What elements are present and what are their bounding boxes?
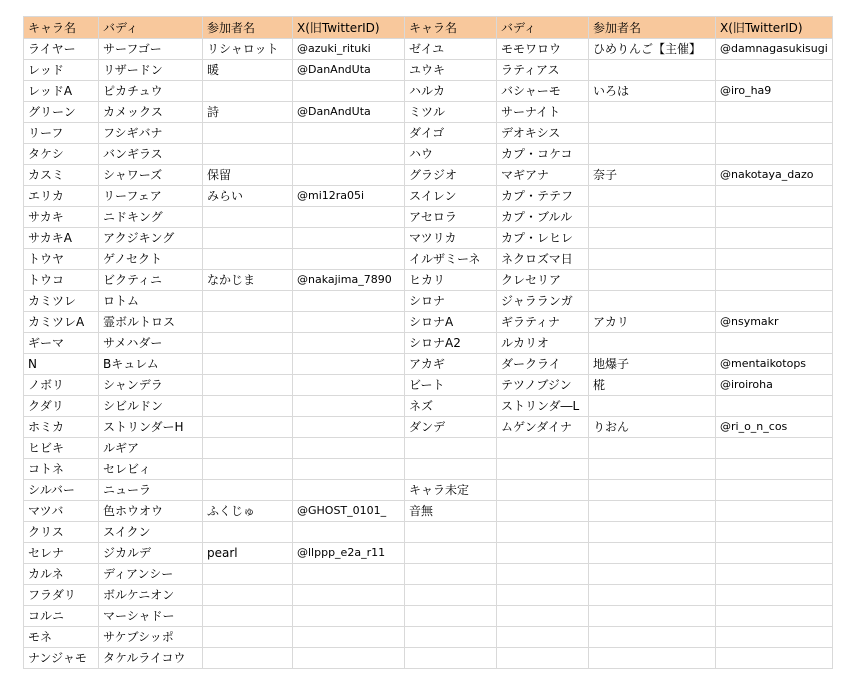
participant-cell-2[interactable] [589, 207, 716, 228]
x-id-cell[interactable] [293, 564, 405, 585]
character-cell[interactable]: モネ [24, 627, 99, 648]
table-row [24, 417, 833, 438]
character-cell-2[interactable]: ユウキ [405, 60, 497, 81]
x-id-cell-2[interactable] [716, 522, 833, 543]
character-cell[interactable]: セレナ [24, 543, 99, 564]
table-row [24, 627, 833, 648]
x-id-cell[interactable] [293, 648, 405, 669]
character-cell-2[interactable]: アカギ [405, 354, 497, 375]
participant-cell-2[interactable] [589, 228, 716, 249]
participant-cell-2[interactable] [589, 522, 716, 543]
character-cell-2[interactable]: ミツル [405, 102, 497, 123]
character-cell-2[interactable]: ハルカ [405, 81, 497, 102]
table-row [24, 165, 833, 186]
buddy-cell[interactable]: アクジキング [99, 228, 203, 249]
character-cell-2[interactable]: ネズ [405, 396, 497, 417]
table-row [24, 39, 833, 60]
character-cell[interactable]: ナンジャモ [24, 648, 99, 669]
table-row [24, 102, 833, 123]
x-id-cell-2[interactable] [716, 102, 833, 123]
header-row [24, 17, 833, 39]
participant-cell[interactable] [203, 333, 293, 354]
character-cell-2[interactable]: ハウ [405, 144, 497, 165]
character-cell-2[interactable]: ダイゴ [405, 123, 497, 144]
table-row [24, 249, 833, 270]
table-row [24, 207, 833, 228]
buddy-cell-2[interactable]: クレセリア [497, 270, 589, 291]
character-cell-2[interactable] [405, 459, 497, 480]
buddy-cell[interactable]: ディアンシー [99, 564, 203, 585]
table-row [24, 270, 833, 291]
x-id-cell-2[interactable] [716, 585, 833, 606]
x-id-cell[interactable] [293, 627, 405, 648]
buddy-cell-2[interactable] [497, 585, 589, 606]
x-id-cell-2[interactable] [716, 144, 833, 165]
buddy-cell[interactable]: サーフゴー [99, 39, 203, 60]
x-id-cell-2[interactable]: @nakotaya_dazo [716, 165, 833, 186]
buddy-cell[interactable]: タケルライコウ [99, 648, 203, 669]
x-id-cell[interactable]: @mi12ra05i [293, 186, 405, 207]
x-id-cell-2[interactable] [716, 543, 833, 564]
buddy-cell[interactable]: ニューラ [99, 480, 203, 501]
character-cell[interactable]: エリカ [24, 186, 99, 207]
x-id-cell-2[interactable]: @mentaikotops [716, 354, 833, 375]
table-row [24, 648, 833, 669]
participant-cell[interactable] [203, 249, 293, 270]
character-cell-2[interactable]: シロナ [405, 291, 497, 312]
x-id-cell[interactable] [293, 354, 405, 375]
x-id-cell[interactable] [293, 165, 405, 186]
x-id-cell-2[interactable] [716, 627, 833, 648]
buddy-cell-2[interactable] [497, 606, 589, 627]
participant-cell[interactable]: 保留 [203, 165, 293, 186]
x-id-cell-2[interactable] [716, 228, 833, 249]
buddy-cell-2[interactable]: ストリンダ―L [497, 396, 589, 417]
participant-cell[interactable]: pearl [203, 543, 293, 564]
character-cell-2[interactable] [405, 627, 497, 648]
x-id-cell[interactable] [293, 585, 405, 606]
buddy-cell-2[interactable]: カプ・レヒレ [497, 228, 589, 249]
character-cell[interactable]: クダリ [24, 396, 99, 417]
participant-cell[interactable] [203, 312, 293, 333]
x-id-cell[interactable] [293, 123, 405, 144]
header-participant[interactable]: 参加者名 [203, 17, 293, 39]
character-cell[interactable]: カミツレA [24, 312, 99, 333]
buddy-cell[interactable]: 色ホウオウ [99, 501, 203, 522]
table-row [24, 480, 833, 501]
character-cell-2[interactable] [405, 585, 497, 606]
buddy-cell-2[interactable]: バシャーモ [497, 81, 589, 102]
x-id-cell[interactable] [293, 312, 405, 333]
character-cell[interactable]: トウヤ [24, 249, 99, 270]
buddy-cell[interactable]: サメハダー [99, 333, 203, 354]
character-cell[interactable]: コトネ [24, 459, 99, 480]
character-cell[interactable]: ホミカ [24, 417, 99, 438]
buddy-cell-2[interactable] [497, 564, 589, 585]
x-id-cell-2[interactable]: @nsymakr [716, 312, 833, 333]
character-cell-2[interactable] [405, 522, 497, 543]
x-id-cell[interactable] [293, 459, 405, 480]
character-cell-2[interactable] [405, 564, 497, 585]
participant-cell[interactable] [203, 144, 293, 165]
table-row [24, 375, 833, 396]
buddy-cell[interactable]: リーフェア [99, 186, 203, 207]
character-cell[interactable]: ライヤー [24, 39, 99, 60]
x-id-cell-2[interactable] [716, 291, 833, 312]
character-cell-2[interactable]: スイレン [405, 186, 497, 207]
x-id-cell[interactable] [293, 249, 405, 270]
x-id-cell[interactable] [293, 228, 405, 249]
table-row [24, 60, 833, 81]
x-id-cell[interactable] [293, 333, 405, 354]
character-cell[interactable]: カルネ [24, 564, 99, 585]
table-row [24, 228, 833, 249]
table-row [24, 585, 833, 606]
character-cell-2[interactable]: イルザミーネ [405, 249, 497, 270]
participant-cell[interactable] [203, 417, 293, 438]
participant-cell[interactable]: みらい [203, 186, 293, 207]
table-row [24, 459, 833, 480]
x-id-cell-2[interactable] [716, 333, 833, 354]
character-cell-2[interactable] [405, 543, 497, 564]
buddy-cell[interactable]: ルギア [99, 438, 203, 459]
x-id-cell-2[interactable] [716, 459, 833, 480]
character-cell[interactable]: サカキ [24, 207, 99, 228]
character-cell-2[interactable]: シロナA [405, 312, 497, 333]
table-row [24, 354, 833, 375]
buddy-cell-2[interactable]: カプ・テテフ [497, 186, 589, 207]
character-cell[interactable]: タケシ [24, 144, 99, 165]
participant-cell[interactable] [203, 564, 293, 585]
x-id-cell[interactable] [293, 291, 405, 312]
participant-cell-2[interactable]: りおん [589, 417, 716, 438]
x-id-cell[interactable] [293, 207, 405, 228]
participant-cell[interactable] [203, 207, 293, 228]
character-cell[interactable]: フラダリ [24, 585, 99, 606]
buddy-cell[interactable]: スイクン [99, 522, 203, 543]
buddy-cell[interactable]: 霊ボルトロス [99, 312, 203, 333]
buddy-cell-2[interactable]: ラティアス [497, 60, 589, 81]
character-cell-2[interactable] [405, 438, 497, 459]
buddy-cell-2[interactable]: ネクロズマ日 [497, 249, 589, 270]
buddy-cell-2[interactable]: ダークライ [497, 354, 589, 375]
table-row [24, 81, 833, 102]
participant-cell-2[interactable] [589, 564, 716, 585]
table-row [24, 186, 833, 207]
buddy-cell[interactable]: ロトム [99, 291, 203, 312]
participant-cell[interactable]: リシャロット [203, 39, 293, 60]
participant-cell-2[interactable] [589, 186, 716, 207]
header-character[interactable]: キャラ名 [24, 17, 99, 39]
buddy-cell[interactable]: Bキュレム [99, 354, 203, 375]
participant-cell-2[interactable] [589, 396, 716, 417]
participant-cell-2[interactable] [589, 270, 716, 291]
buddy-cell-2[interactable]: テツノブジン [497, 375, 589, 396]
buddy-cell[interactable]: フシギバナ [99, 123, 203, 144]
x-id-cell[interactable] [293, 375, 405, 396]
x-id-cell[interactable] [293, 144, 405, 165]
x-id-cell[interactable] [293, 81, 405, 102]
x-id-cell-2[interactable] [716, 186, 833, 207]
buddy-cell[interactable]: ボルケニオン [99, 585, 203, 606]
buddy-cell-2[interactable]: デオキシス [497, 123, 589, 144]
x-id-cell-2[interactable] [716, 564, 833, 585]
participant-cell[interactable] [203, 480, 293, 501]
x-id-cell[interactable] [293, 522, 405, 543]
participant-cell-2[interactable] [589, 102, 716, 123]
character-cell-2[interactable]: ヒカリ [405, 270, 497, 291]
x-id-cell-2[interactable] [716, 606, 833, 627]
table-row [24, 144, 833, 165]
character-cell[interactable]: N [24, 354, 99, 375]
character-cell-2[interactable] [405, 648, 497, 669]
character-cell-2[interactable]: アセロラ [405, 207, 497, 228]
buddy-cell-2[interactable]: ルカリオ [497, 333, 589, 354]
participant-cell[interactable] [203, 648, 293, 669]
participant-cell[interactable] [203, 459, 293, 480]
buddy-cell-2[interactable] [497, 543, 589, 564]
x-id-cell-2[interactable]: @ri_o_n_cos [716, 417, 833, 438]
participant-cell[interactable] [203, 81, 293, 102]
buddy-cell-2[interactable] [497, 522, 589, 543]
character-cell[interactable]: サカキA [24, 228, 99, 249]
x-id-cell[interactable]: @DanAndUta [293, 102, 405, 123]
buddy-cell-2[interactable]: マギアナ [497, 165, 589, 186]
header-x-id[interactable]: X(旧TwitterID) [293, 17, 405, 39]
table-row [24, 564, 833, 585]
participant-cell[interactable]: 詩 [203, 102, 293, 123]
buddy-cell[interactable]: マーシャドー [99, 606, 203, 627]
participant-cell[interactable] [203, 522, 293, 543]
participant-cell[interactable] [203, 606, 293, 627]
participant-cell-2[interactable]: アカリ [589, 312, 716, 333]
character-cell-2[interactable]: ビート [405, 375, 497, 396]
header-x-id-2[interactable]: X(旧TwitterID) [716, 17, 833, 39]
header-buddy-2[interactable]: バディ [497, 17, 589, 39]
character-cell[interactable]: シルバー [24, 480, 99, 501]
buddy-cell-2[interactable]: カプ・コケコ [497, 144, 589, 165]
buddy-cell[interactable]: リザードン [99, 60, 203, 81]
x-id-cell-2[interactable]: @iro_ha9 [716, 81, 833, 102]
character-cell[interactable]: クリス [24, 522, 99, 543]
x-id-cell[interactable]: @DanAndUta [293, 60, 405, 81]
x-id-cell-2[interactable] [716, 123, 833, 144]
character-cell-2[interactable]: グラジオ [405, 165, 497, 186]
participant-cell[interactable] [203, 396, 293, 417]
participant-cell[interactable] [203, 438, 293, 459]
x-id-cell-2[interactable] [716, 501, 833, 522]
x-id-cell-2[interactable] [716, 60, 833, 81]
x-id-cell-2[interactable] [716, 249, 833, 270]
buddy-cell-2[interactable] [497, 438, 589, 459]
character-cell[interactable]: リーフ [24, 123, 99, 144]
character-cell[interactable]: ヒビキ [24, 438, 99, 459]
buddy-cell-2[interactable]: ギラティナ [497, 312, 589, 333]
table-row [24, 438, 833, 459]
character-cell[interactable]: レッド [24, 60, 99, 81]
character-cell[interactable]: カミツレ [24, 291, 99, 312]
buddy-cell[interactable]: カメックス [99, 102, 203, 123]
character-cell-2[interactable]: マツリカ [405, 228, 497, 249]
buddy-cell-2[interactable]: サーナイト [497, 102, 589, 123]
x-id-cell-2[interactable] [716, 207, 833, 228]
buddy-cell[interactable]: ビクティニ [99, 270, 203, 291]
buddy-cell-2[interactable] [497, 627, 589, 648]
buddy-cell[interactable]: ストリンダーH [99, 417, 203, 438]
table-row [24, 333, 833, 354]
participant-cell[interactable] [203, 291, 293, 312]
buddy-cell-2[interactable]: ムゲンダイナ [497, 417, 589, 438]
x-id-cell[interactable]: @nakajima_7890 [293, 270, 405, 291]
participant-cell[interactable] [203, 228, 293, 249]
character-cell[interactable]: ギーマ [24, 333, 99, 354]
buddy-cell[interactable]: バンギラス [99, 144, 203, 165]
character-cell[interactable]: レッドA [24, 81, 99, 102]
x-id-cell[interactable]: @azuki_rituki [293, 39, 405, 60]
x-id-cell-2[interactable]: @iroiroha [716, 375, 833, 396]
character-cell-2[interactable]: シロナA2 [405, 333, 497, 354]
x-id-cell[interactable] [293, 417, 405, 438]
participant-cell-2[interactable]: 椛 [589, 375, 716, 396]
participant-cell-2[interactable] [589, 648, 716, 669]
x-id-cell[interactable] [293, 396, 405, 417]
buddy-cell[interactable]: シャンデラ [99, 375, 203, 396]
participant-cell-2[interactable] [589, 606, 716, 627]
participant-cell-2[interactable] [589, 249, 716, 270]
participant-cell-2[interactable]: いろは [589, 81, 716, 102]
table-row [24, 522, 833, 543]
participant-cell-2[interactable] [589, 627, 716, 648]
character-cell[interactable]: マツバ [24, 501, 99, 522]
buddy-cell-2[interactable]: ジャラランガ [497, 291, 589, 312]
participant-cell-2[interactable] [589, 459, 716, 480]
participant-cell-2[interactable]: 奈子 [589, 165, 716, 186]
buddy-cell-2[interactable]: カプ・ブルル [497, 207, 589, 228]
participant-cell[interactable] [203, 123, 293, 144]
participant-cell-2[interactable] [589, 144, 716, 165]
character-cell-2[interactable]: 音無 [405, 501, 497, 522]
header-buddy[interactable]: バディ [99, 17, 203, 39]
participant-cell-2[interactable]: ひめりんご【主催】 [589, 39, 716, 60]
x-id-cell-2[interactable]: @damnagasukisugi [716, 39, 833, 60]
x-id-cell-2[interactable] [716, 480, 833, 501]
character-cell-2[interactable] [405, 606, 497, 627]
participant-cell-2[interactable] [589, 585, 716, 606]
header-character-2[interactable]: キャラ名 [405, 17, 497, 39]
participant-cell[interactable] [203, 627, 293, 648]
character-cell[interactable]: カスミ [24, 165, 99, 186]
table-row [24, 501, 833, 522]
table-row [24, 291, 833, 312]
character-cell-2[interactable]: ゼイユ [405, 39, 497, 60]
x-id-cell[interactable]: @GHOST_0101_ [293, 501, 405, 522]
x-id-cell[interactable]: @llppp_e2a_r11 [293, 543, 405, 564]
table-body [24, 39, 833, 669]
participant-cell-2[interactable]: 地爆子 [589, 354, 716, 375]
buddy-cell-2[interactable] [497, 459, 589, 480]
character-cell[interactable]: グリーン [24, 102, 99, 123]
participant-table [23, 16, 833, 669]
participant-cell-2[interactable] [589, 438, 716, 459]
x-id-cell[interactable] [293, 480, 405, 501]
character-cell-2[interactable]: ダンデ [405, 417, 497, 438]
buddy-cell[interactable]: ジカルデ [99, 543, 203, 564]
header-participant-2[interactable]: 参加者名 [589, 17, 716, 39]
participant-cell[interactable] [203, 375, 293, 396]
participant-cell-2[interactable] [589, 543, 716, 564]
buddy-cell-2[interactable] [497, 480, 589, 501]
buddy-cell[interactable]: ニドキング [99, 207, 203, 228]
character-cell[interactable]: トウコ [24, 270, 99, 291]
participant-cell-2[interactable] [589, 291, 716, 312]
buddy-cell-2[interactable] [497, 501, 589, 522]
x-id-cell-2[interactable] [716, 270, 833, 291]
character-cell-2[interactable]: キャラ未定 [405, 480, 497, 501]
character-cell[interactable]: コルニ [24, 606, 99, 627]
participant-cell-2[interactable] [589, 333, 716, 354]
buddy-cell[interactable]: シャワーズ [99, 165, 203, 186]
buddy-cell-2[interactable] [497, 648, 589, 669]
participant-cell-2[interactable] [589, 123, 716, 144]
participant-cell[interactable] [203, 354, 293, 375]
buddy-cell[interactable]: セレビィ [99, 459, 203, 480]
buddy-cell[interactable]: ゲノセクト [99, 249, 203, 270]
x-id-cell[interactable] [293, 438, 405, 459]
x-id-cell-2[interactable] [716, 396, 833, 417]
participant-cell[interactable]: ふくじゅ [203, 501, 293, 522]
table-row [24, 123, 833, 144]
table-row [24, 543, 833, 564]
x-id-cell[interactable] [293, 606, 405, 627]
table-row [24, 606, 833, 627]
participant-cell-2[interactable] [589, 501, 716, 522]
x-id-cell-2[interactable] [716, 648, 833, 669]
table-row [24, 396, 833, 417]
participant-cell[interactable]: 暖 [203, 60, 293, 81]
buddy-cell[interactable]: サケブシッポ [99, 627, 203, 648]
participant-cell-2[interactable] [589, 60, 716, 81]
x-id-cell-2[interactable] [716, 438, 833, 459]
buddy-cell[interactable]: ピカチュウ [99, 81, 203, 102]
participant-cell-2[interactable] [589, 480, 716, 501]
character-cell[interactable]: ノボリ [24, 375, 99, 396]
participant-cell[interactable]: なかじま [203, 270, 293, 291]
participant-cell[interactable] [203, 585, 293, 606]
buddy-cell-2[interactable]: モモワロウ [497, 39, 589, 60]
buddy-cell[interactable]: シビルドン [99, 396, 203, 417]
table-row [24, 312, 833, 333]
